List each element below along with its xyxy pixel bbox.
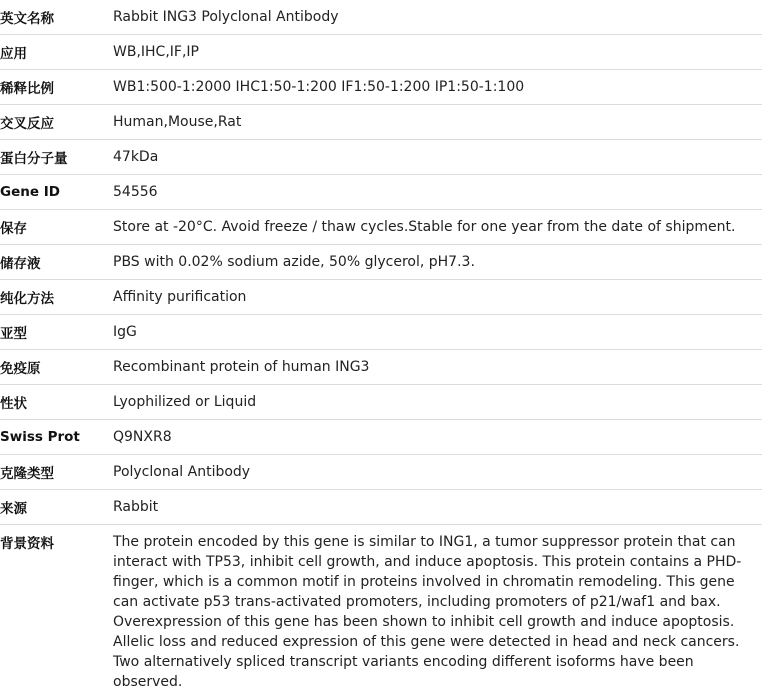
spec-value-buffer: PBS with 0.02% sodium azide, 50% glycerol, pH7.3. [113, 244, 762, 279]
spec-row-isotype [0, 314, 762, 349]
spec-row-molecular-weight [0, 139, 762, 174]
spec-label-storage: 保存 [0, 209, 113, 244]
spec-row-dilution [0, 69, 762, 104]
spec-value-isotype: IgG [113, 314, 762, 349]
spec-row-gene-id [0, 174, 762, 209]
spec-value-gene-id: 54556 [113, 174, 762, 209]
spec-row-application [0, 34, 762, 69]
spec-value-dilution: WB1:500-1:2000 IHC1:50-1:200 IF1:50-1:200 IP1:50-1:100 [113, 69, 762, 104]
spec-value-molecular-weight: 47kDa [113, 139, 762, 174]
spec-label-background: 背景资料 [0, 535, 54, 552]
spec-label-molecular-weight: 蛋白分子量 [0, 139, 113, 174]
spec-label-purification: 纯化方法 [0, 279, 113, 314]
spec-value-immunogen: Recombinant protein of human ING3 [113, 349, 762, 384]
spec-value-form: Lyophilized or Liquid [113, 384, 762, 419]
spec-value-storage: Store at -20°C. Avoid freeze / thaw cycles.Stable for one year from the date of shipment. [113, 209, 762, 244]
spec-label-host: 来源 [0, 489, 113, 524]
spec-value-swiss-prot: Q9NXR8 [113, 419, 762, 454]
spec-value-background: The protein encoded by this gene is similar to ING1, a tumor suppressor protein that can interact with TP53, inhibit cell growth, and induce apoptosis. This protein contains a PHD-finger, which is a common motif in proteins involved in chromatin remodeling. This gene can activate p53 trans-activated promoters, including promoters of p21/waf1 and bax. Overexpression of this gene has been shown to inhibit cell growth and induce apoptosis. Allelic loss and reduced expression of this gene were detected in head and neck cancers. Two alternatively spliced transcript variants encoding different isoforms have been observed. [113, 533, 742, 690]
spec-value-purification: Affinity purification [113, 279, 762, 314]
spec-value-host: Rabbit [113, 489, 762, 524]
spec-row-background [0, 524, 762, 692]
spec-row-buffer [0, 244, 762, 279]
spec-label-clonality: 克隆类型 [0, 454, 113, 489]
spec-label-swiss-prot: Swiss Prot [0, 419, 113, 454]
spec-value-application: WB,IHC,IF,IP [113, 34, 762, 69]
spec-label-gene-id: Gene ID [0, 174, 113, 209]
spec-label-dilution: 稀释比例 [0, 69, 113, 104]
spec-label-cross-reactivity: 交叉反应 [0, 104, 113, 139]
spec-label-immunogen: 免疫原 [0, 349, 113, 384]
spec-row-host [0, 489, 762, 524]
spec-label-application: 应用 [0, 34, 113, 69]
spec-label-english-name: 英文名称 [0, 0, 113, 34]
spec-value-cross-reactivity: Human,Mouse,Rat [113, 104, 762, 139]
spec-row-cross-reactivity [0, 104, 762, 139]
spec-row-clonality [0, 454, 762, 489]
spec-row-purification [0, 279, 762, 314]
spec-row-storage [0, 209, 762, 244]
spec-label-isotype: 亚型 [0, 314, 113, 349]
spec-value-clonality: Polyclonal Antibody [113, 454, 762, 489]
spec-value-english-name: Rabbit ING3 Polyclonal Antibody [113, 0, 762, 34]
spec-row-immunogen [0, 349, 762, 384]
spec-label-buffer: 储存液 [0, 244, 113, 279]
spec-row-english-name [0, 0, 762, 34]
spec-label-form: 性状 [0, 384, 113, 419]
spec-row-form [0, 384, 762, 419]
spec-row-swiss-prot [0, 419, 762, 454]
